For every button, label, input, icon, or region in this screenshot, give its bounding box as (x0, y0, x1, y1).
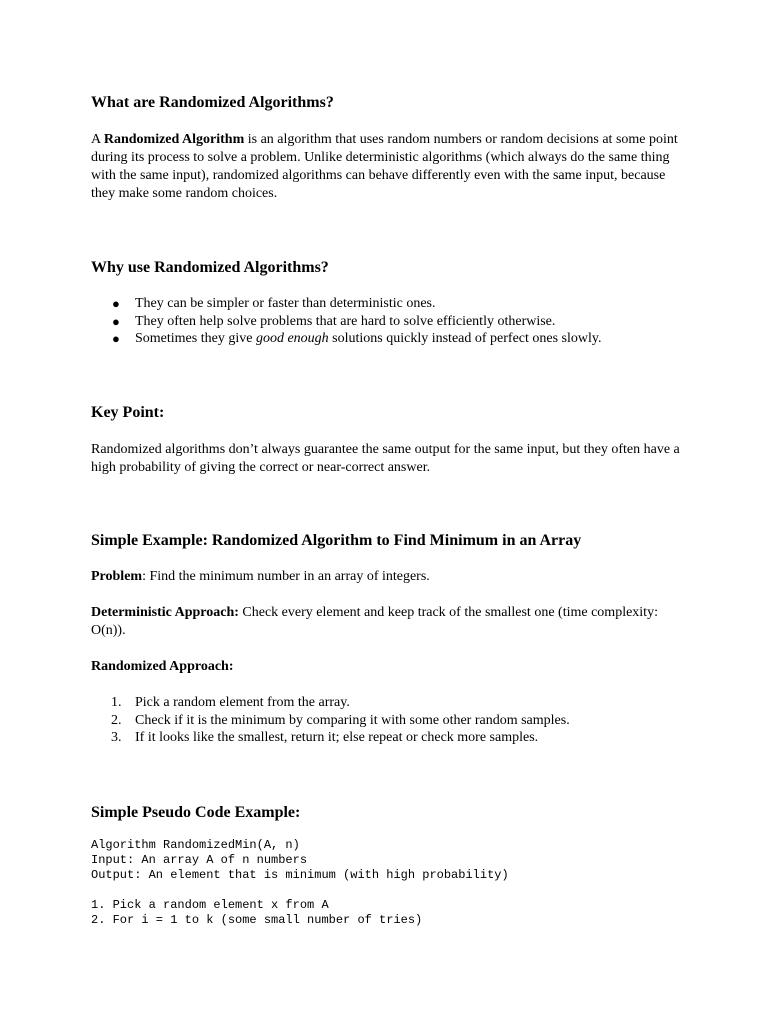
code-line: 2. For i = 1 to k (some small number of tries) (91, 913, 423, 927)
bullet-text-emphasis: good enough (255, 331, 329, 347)
paragraph-problem (91, 568, 681, 586)
definition-term: Randomized Algorithm (103, 132, 245, 147)
list-item (91, 729, 681, 747)
bullet-icon: ● (112, 296, 120, 311)
step-text: If it looks like the smallest, return it; else repeat or check more samples. (135, 730, 539, 746)
problem-text: : Find the minimum number in an array of integers. (142, 569, 430, 584)
code-line: Input: An array A of n numbers (91, 853, 308, 867)
step-number: 3. (111, 730, 122, 746)
paragraph-key-point: Randomized algorithms don’t always guarantee the same output for the same input, but they often have a high probability of giving the correct or near-correct answer. (91, 442, 680, 475)
paragraph-randomized-label (91, 658, 681, 676)
list-item (91, 330, 681, 348)
step-text: Check if it is the minimum by comparing it with some other random samples. (135, 712, 570, 728)
paragraph-deterministic (91, 604, 681, 640)
code-line: Output: An element that is minimum (with high probability) (91, 868, 509, 882)
list-item (91, 295, 681, 313)
list-item (91, 313, 681, 331)
randomized-steps-list (91, 694, 681, 747)
heading-what-are: What are Randomized Algorithms? (91, 94, 334, 111)
step-number: 1. (111, 695, 122, 710)
code-line: 1. Pick a random element x from A (91, 898, 329, 912)
bullet-icon: ● (112, 331, 120, 347)
bullet-text: They often help solve problems that are hard to solve efficiently otherwise. (135, 313, 556, 329)
bullet-text-end: solutions quickly instead of perfect ones slowly. (328, 331, 602, 347)
heading-key-point: Key Point: (91, 404, 165, 421)
heading-pseudo-code: Simple Pseudo Code Example: (91, 804, 301, 821)
step-number: 2. (111, 712, 122, 728)
code-line: Algorithm RandomizedMin(A, n) (91, 838, 300, 852)
bullet-icon: ● (112, 313, 120, 329)
deterministic-label: Deterministic Approach: (91, 605, 239, 620)
bullet-text-start: Sometimes they give (135, 331, 256, 347)
step-text: Pick a random element from the array. (135, 695, 350, 710)
deterministic-text: Check every element and keep track of the smallest one (time complexity: O(n)). (91, 605, 658, 638)
paragraph-definition (91, 131, 681, 203)
bullet-text: They can be simpler or faster than deterministic ones. (135, 296, 436, 311)
definition-prefix: A (91, 132, 104, 147)
heading-why-use: Why use Randomized Algorithms? (91, 259, 329, 276)
list-item (91, 694, 681, 712)
heading-simple-example: Simple Example: Randomized Algorithm to Find Minimum in an Array (91, 532, 582, 549)
problem-label: Problem (91, 569, 143, 584)
list-item (91, 712, 681, 730)
pseudo-code-block (91, 838, 681, 928)
definition-body: is an algorithm that uses random numbers or random decisions at some point during its process to solve a problem. Unlike deterministic algorithms (which always do the same thing with the same input), randomized algorithms can behave differently even with the same input, because they make some random choices. (91, 132, 678, 201)
randomized-label: Randomized Approach: (91, 659, 234, 674)
why-bullet-list (91, 295, 681, 348)
